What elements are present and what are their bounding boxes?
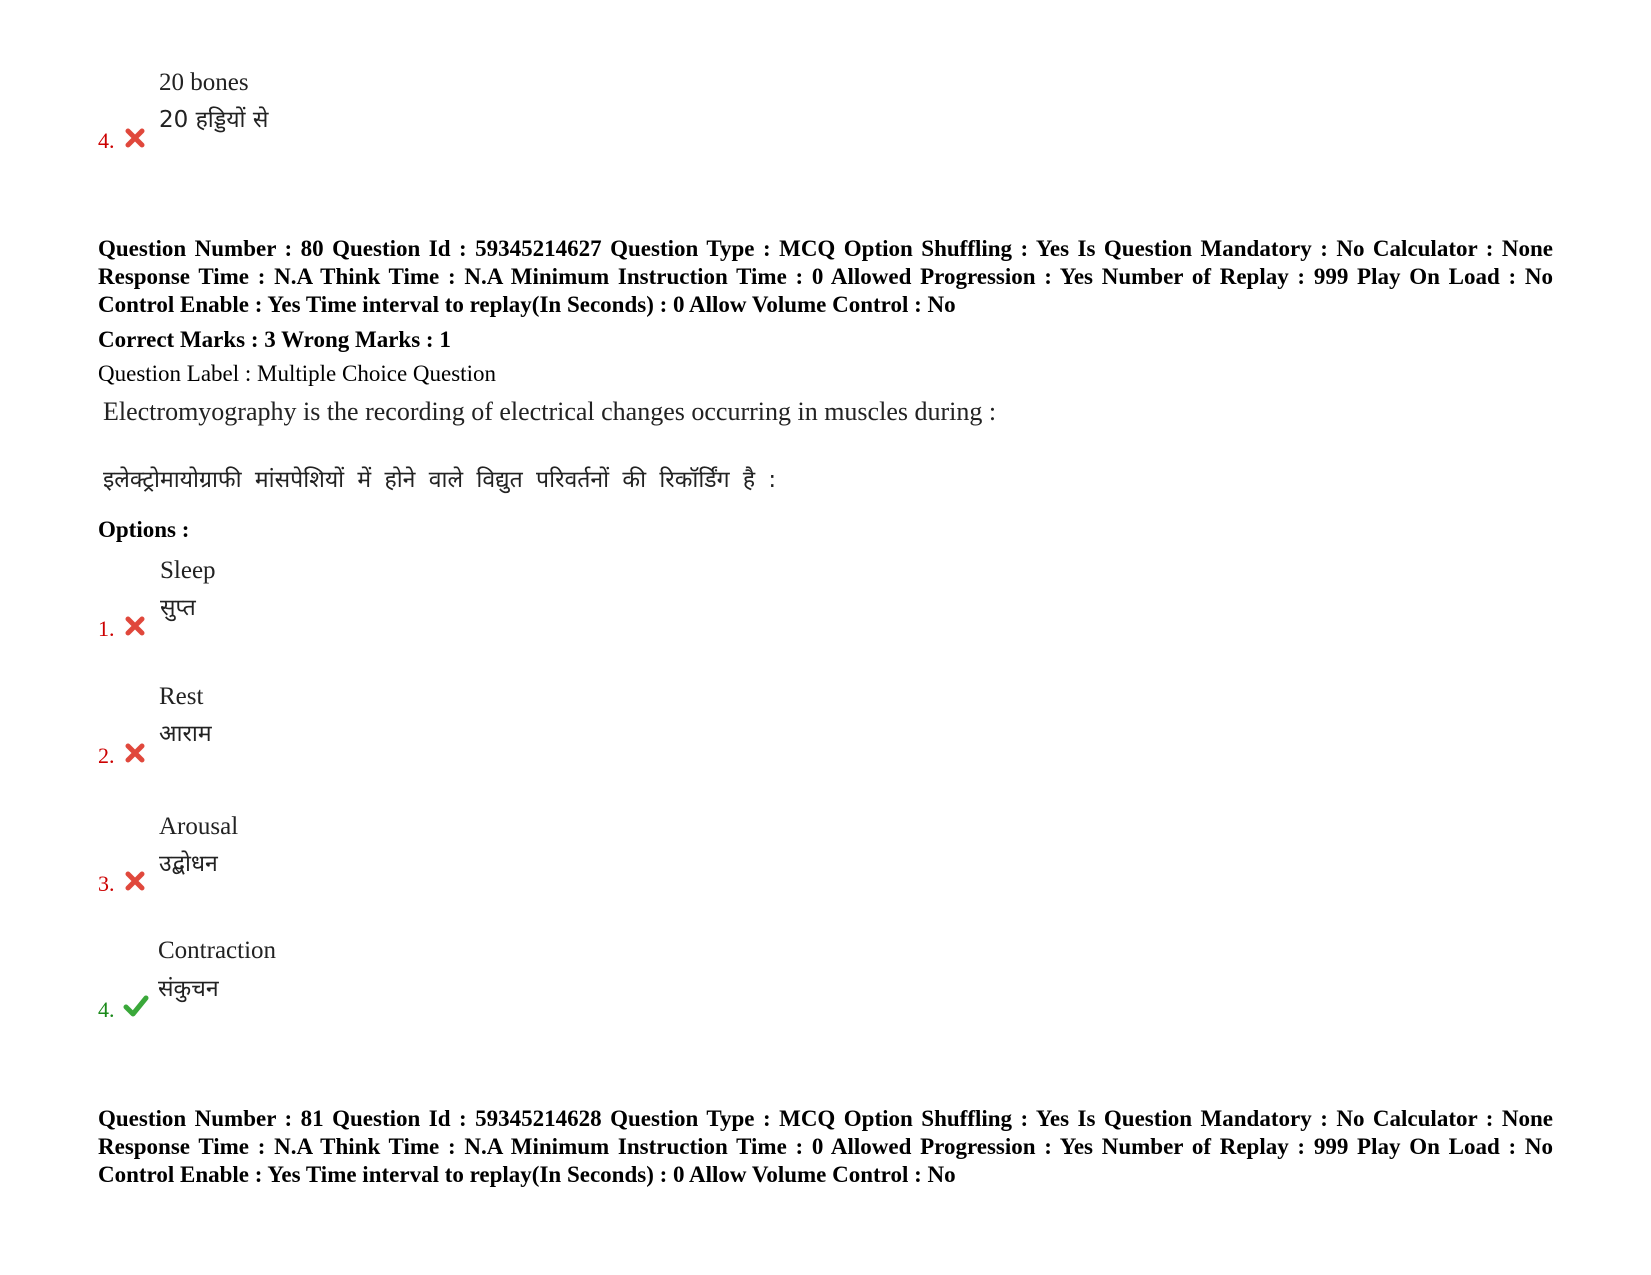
option-number: 3. [98, 871, 115, 896]
option-number: 4. [98, 997, 115, 1022]
option-text-hi: सुप्त [160, 595, 196, 621]
question-meta: Question Number : 81 Question Id : 59345214628 Question Type : MCQ Option Shuffling : Yes Is Question Mandatory : No Calculator : None Response Time : N.A Think Time : N.A Minimum Instruction Time : 0 Allowed Progression : Yes Number of Replay : 999 Play On Load : No Control Enable : Yes Time interval to replay(In Seconds) : 0 Allow Volume Control : No [98, 1106, 1553, 1187]
cross-icon [124, 127, 146, 149]
option-text-en: Rest [159, 683, 204, 710]
cross-icon [124, 615, 146, 637]
option-text-hi: आराम [159, 721, 212, 747]
option-number: 2. [98, 743, 115, 768]
option-text-en: Arousal [159, 813, 239, 840]
question-stem-en: Electromyography is the recording of electrical changes occurring in muscles during : [103, 397, 997, 426]
checkmark-icon [123, 994, 149, 1018]
option-number: 1. [98, 616, 115, 641]
question-marks: Correct Marks : 3 Wrong Marks : 1 [98, 327, 451, 352]
options-heading: Options : [98, 517, 190, 542]
cross-icon [124, 870, 146, 892]
option-text-en: Contraction [158, 937, 277, 964]
option-text-hi: उद्बोधन [159, 851, 218, 877]
option-text-hi: 20 हड्डियों से [159, 107, 269, 133]
cross-icon [124, 742, 146, 764]
option-text-en: Sleep [160, 557, 216, 584]
option-text-en: 20 bones [159, 69, 249, 96]
option-text-hi: संकुचन [158, 976, 219, 1002]
question-meta: Question Number : 80 Question Id : 59345214627 Question Type : MCQ Option Shuffling : Yes Is Question Mandatory : No Calculator : None Response Time : N.A Think Time : N.A Minimum Instruction Time : 0 Allowed Progression : Yes Number of Replay : 999 Play On Load : No Control Enable : Yes Time interval to replay(In Seconds) : 0 Allow Volume Control : No [98, 236, 1553, 317]
option-number: 4. [98, 128, 115, 153]
question-label: Question Label : Multiple Choice Question [98, 361, 496, 386]
question-stem-hi: इलेक्ट्रोमायोग्राफी मांसपेशियों में होने वाले विद्युत परिवर्तनों की रिकॉर्डिंग है : [103, 467, 777, 493]
